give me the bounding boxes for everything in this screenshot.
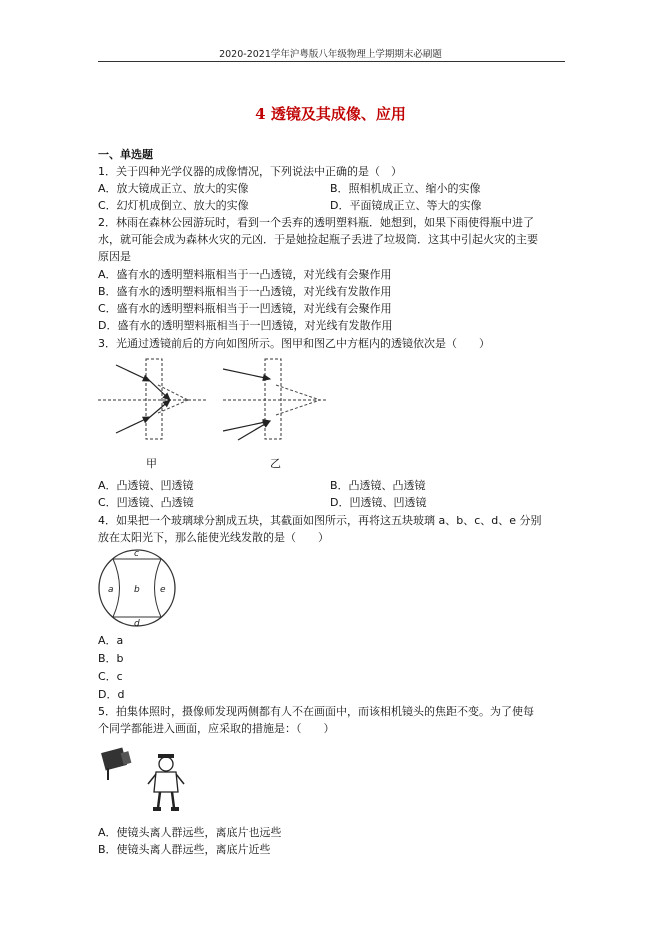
q4-option-b: B．b (98, 652, 124, 665)
q4-option-a: A．a (98, 634, 124, 647)
camera-icon (101, 747, 131, 780)
page-title: 4 透镜及其成像、应用 (255, 105, 406, 123)
q1-option-a: A．放大镜成正立、放大的实像 (98, 182, 249, 195)
q3-option-d: D．凹透镜、凹透镜 (330, 496, 427, 509)
piece-b-label: b (134, 585, 140, 595)
q2-option-b: B．盛有水的透明塑料瓶相当于一凸透镜，对光线有发散作用 (98, 285, 392, 298)
q5-stem-line1: 5．拍集体照时，摄像师发现两侧都有人不在画面中，而该相机镜头的焦距不变。为了使每 (98, 705, 534, 718)
piece-d-label: d (134, 619, 140, 629)
person-icon (148, 754, 184, 811)
piece-c-label: c (134, 549, 139, 559)
q3-figure (98, 355, 358, 473)
q5-option-b: B．使镜头离人群远些，离底片近些 (98, 843, 271, 856)
q2-stem-line3: 原因是 (98, 250, 131, 263)
figure-jia-label: 甲 (146, 457, 157, 470)
q5-stem-line2: 个同学都能进入画面，应采取的措施是：（ ） (98, 722, 335, 735)
q1-stem: 1．关于四种光学仪器的成像情况，下列说法中正确的是（ ） (98, 165, 402, 178)
figure-yi-label: 乙 (270, 457, 281, 470)
q1-option-c: C．幻灯机成倒立、放大的实像 (98, 199, 249, 212)
page-header: 2020-2021学年沪粤版八年级物理上学期期末必刷题 (219, 49, 442, 60)
q4-figure (96, 548, 180, 630)
piece-e-label: e (160, 585, 166, 595)
q4-option-d: D．d (98, 688, 125, 701)
q3-option-b: B．凸透镜、凸透镜 (330, 479, 426, 492)
q4-stem-line2: 放在太阳光下，那么能使光线发散的是（ ） (98, 531, 329, 544)
q2-stem-line1: 2．林雨在森林公园游玩时，看到一个丢弃的透明塑料瓶．她想到，如果下雨使得瓶中进了 (98, 216, 534, 229)
q1-option-d: D．平面镜成正立、等大的实像 (330, 199, 482, 212)
q4-stem-line1: 4．如果把一个玻璃球分割成五块，其截面如图所示，再将这五块玻璃 a、b、c、d、e 分别 (98, 514, 542, 527)
q2-option-c: C．盛有水的透明塑料瓶相当于一凹透镜，对光线有会聚作用 (98, 302, 392, 315)
piece-a-label: a (108, 585, 114, 595)
q3-option-c: C．凹透镜、凸透镜 (98, 496, 194, 509)
q3-stem: 3．光通过透镜前后的方向如图所示。图甲和图乙中方框内的透镜依次是（ ） (98, 337, 490, 350)
figure-jia (98, 359, 206, 439)
q2-option-a: A．盛有水的透明塑料瓶相当于一凸透镜，对光线有会聚作用 (98, 268, 392, 281)
q4-option-c: C．c (98, 670, 123, 683)
figure-yi (223, 359, 328, 440)
section-heading: 一、单选题 (98, 148, 153, 161)
q1-option-b: B．照相机成正立、缩小的实像 (330, 182, 481, 195)
q2-option-d: D．盛有水的透明塑料瓶相当于一凹透镜，对光线有发散作用 (98, 319, 393, 332)
q2-stem-line2: 水，就可能会成为森林火灾的元凶．于是她捡起瓶子丢进了垃圾筒．这其中引起火灾的主要 (98, 233, 538, 246)
q5-option-a: A．使镜头离人群远些，离底片也远些 (98, 826, 282, 839)
q3-option-a: A．凸透镜、凹透镜 (98, 479, 194, 492)
header-rule (98, 61, 565, 62)
q5-figure (100, 740, 190, 816)
